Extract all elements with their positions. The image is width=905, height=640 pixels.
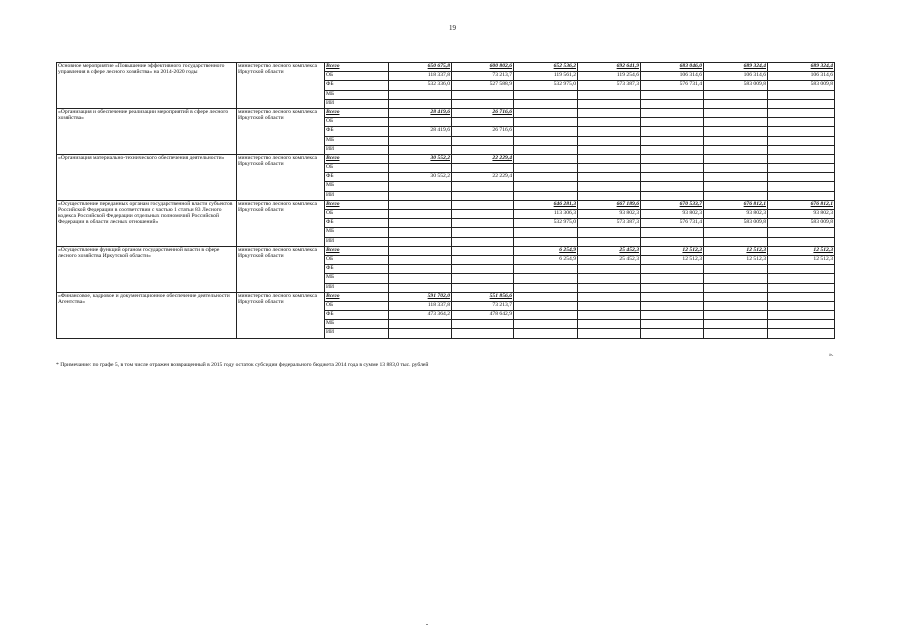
amount-cell: 12 512,3	[768, 246, 835, 255]
amount-cell: 532 975,0	[514, 81, 578, 90]
amount-cell: 689 324,4	[704, 63, 768, 72]
amount-cell	[641, 237, 704, 246]
amount-cell	[514, 274, 578, 283]
amount-cell	[514, 191, 578, 200]
amount-cell	[578, 311, 641, 320]
amount-cell: 12 512,3	[704, 255, 768, 264]
activity-name-cell: «Осуществление переданных органам государственной власти субъектов Российской Федерации в соответствии с частью 1 статьи 83 Лесного кодекса Российской Федерации отдельных полномочий Российской Федерации в области лесных отношений»	[57, 200, 237, 246]
funding-source-cell: ФБ	[325, 219, 389, 228]
amount-cell	[641, 274, 704, 283]
amount-cell: 93 802,3	[641, 210, 704, 219]
table-row	[57, 200, 835, 209]
amount-cell	[578, 127, 641, 136]
amount-cell	[389, 329, 452, 338]
amount-cell	[389, 200, 452, 209]
amount-cell: 583 009,8	[704, 219, 768, 228]
amount-cell	[641, 99, 704, 108]
amount-cell	[704, 136, 768, 145]
funding-source-cell: МБ	[325, 228, 389, 237]
amount-cell: 73 213,7	[452, 301, 514, 310]
amount-cell: 576 731,4	[641, 81, 704, 90]
amount-cell: 478 642,9	[452, 311, 514, 320]
amount-cell	[389, 219, 452, 228]
amount-cell	[452, 274, 514, 283]
amount-cell	[389, 228, 452, 237]
amount-cell	[768, 237, 835, 246]
funding-source-cell: Всего	[325, 154, 389, 163]
amount-cell	[452, 182, 514, 191]
funding-source-cell: ФБ	[325, 81, 389, 90]
edge-mark: ».	[829, 352, 834, 358]
amount-cell	[768, 164, 835, 173]
amount-cell	[514, 118, 578, 127]
amount-cell	[514, 292, 578, 301]
amount-cell: 106 314,6	[704, 72, 768, 81]
amount-cell	[641, 265, 704, 274]
funding-source-cell: ОБ	[325, 164, 389, 173]
amount-cell: 93 802,3	[578, 210, 641, 219]
amount-cell	[578, 90, 641, 99]
amount-cell: 532 975,0	[514, 219, 578, 228]
amount-cell	[704, 127, 768, 136]
amount-cell	[768, 173, 835, 182]
amount-cell	[389, 246, 452, 255]
funding-source-cell: МБ	[325, 274, 389, 283]
amount-cell: 676 812,1	[768, 200, 835, 209]
executor-cell: министерство лесного комплекса Иркутской области	[237, 292, 325, 338]
funding-source-cell: ФБ	[325, 173, 389, 182]
amount-cell	[514, 99, 578, 108]
activity-name-cell: «Финансовое, кадровое и документационное обеспечение деятельности Агентства»	[57, 292, 237, 338]
amount-cell: 12 512,3	[704, 246, 768, 255]
amount-cell: 25 452,3	[578, 246, 641, 255]
funding-source-cell: ФБ	[325, 311, 389, 320]
amount-cell: 30 552,2	[389, 173, 452, 182]
table-row	[57, 246, 835, 255]
amount-cell: 670 533,7	[641, 200, 704, 209]
amount-cell	[768, 228, 835, 237]
amount-cell	[514, 136, 578, 145]
amount-cell	[578, 274, 641, 283]
funding-source-cell: ИИ	[325, 191, 389, 200]
amount-cell	[641, 329, 704, 338]
funding-source-cell: ОБ	[325, 118, 389, 127]
amount-cell	[389, 320, 452, 329]
table-row	[57, 63, 835, 72]
amount-cell	[704, 145, 768, 154]
amount-cell: 692 641,9	[578, 63, 641, 72]
amount-cell	[704, 182, 768, 191]
amount-cell: 93 802,3	[768, 210, 835, 219]
table-row	[57, 108, 835, 117]
amount-cell	[514, 182, 578, 191]
amount-cell: 6 254,9	[514, 246, 578, 255]
amount-cell	[704, 301, 768, 310]
amount-cell	[514, 283, 578, 292]
amount-cell	[704, 90, 768, 99]
amount-cell	[578, 99, 641, 108]
executor-cell: министерство лесного комплекса Иркутской области	[237, 63, 325, 109]
amount-cell: 573 387,3	[578, 219, 641, 228]
amount-cell	[768, 311, 835, 320]
amount-cell: 119 254,6	[578, 72, 641, 81]
amount-cell	[704, 108, 768, 117]
funding-source-cell: МБ	[325, 320, 389, 329]
amount-cell	[641, 108, 704, 117]
scan-speck	[426, 624, 428, 625]
funding-source-cell: ИИ	[325, 145, 389, 154]
amount-cell: 118 337,8	[389, 72, 452, 81]
amount-cell	[389, 255, 452, 264]
amount-cell	[452, 329, 514, 338]
amount-cell	[704, 154, 768, 163]
amount-cell	[452, 246, 514, 255]
funding-source-cell: МБ	[325, 182, 389, 191]
amount-cell	[389, 210, 452, 219]
amount-cell: 583 009,8	[768, 81, 835, 90]
amount-cell: 600 802,6	[452, 63, 514, 72]
amount-cell	[578, 118, 641, 127]
amount-cell	[768, 274, 835, 283]
amount-cell	[389, 145, 452, 154]
amount-cell: 591 702,0	[389, 292, 452, 301]
executor-cell: министерство лесного комплекса Иркутской области	[237, 154, 325, 200]
amount-cell	[389, 99, 452, 108]
budget-table	[56, 62, 835, 339]
amount-cell	[578, 265, 641, 274]
amount-cell	[514, 127, 578, 136]
funding-source-cell: МБ	[325, 90, 389, 99]
amount-cell	[704, 99, 768, 108]
amount-cell	[768, 283, 835, 292]
amount-cell: 28 419,6	[389, 108, 452, 117]
amount-cell: 118 337,8	[389, 301, 452, 310]
amount-cell: 26 716,6	[452, 108, 514, 117]
funding-source-cell: Всего	[325, 108, 389, 117]
amount-cell	[452, 164, 514, 173]
amount-cell	[452, 191, 514, 200]
amount-cell	[704, 237, 768, 246]
page-number: 19	[449, 24, 456, 32]
amount-cell	[768, 191, 835, 200]
amount-cell	[389, 265, 452, 274]
amount-cell	[578, 173, 641, 182]
amount-cell	[514, 329, 578, 338]
amount-cell: 527 588,9	[452, 81, 514, 90]
amount-cell	[704, 283, 768, 292]
executor-cell: министерство лесного комплекса Иркутской области	[237, 108, 325, 154]
amount-cell	[768, 108, 835, 117]
amount-cell: 73 213,7	[452, 72, 514, 81]
amount-cell	[452, 320, 514, 329]
funding-source-cell: ФБ	[325, 265, 389, 274]
budget-table-body	[57, 63, 835, 339]
amount-cell: 28 419,6	[389, 127, 452, 136]
table-row	[57, 154, 835, 163]
amount-cell	[768, 118, 835, 127]
amount-cell: 12 512,3	[641, 255, 704, 264]
amount-cell: 583 009,8	[768, 219, 835, 228]
amount-cell: 22 229,4	[452, 173, 514, 182]
amount-cell	[578, 164, 641, 173]
activity-name-cell: «Организация и обеспечение реализации мероприятий в сфере лесного хозяйства»	[57, 108, 237, 154]
amount-cell	[704, 228, 768, 237]
amount-cell	[641, 118, 704, 127]
amount-cell	[514, 265, 578, 274]
funding-source-cell: Всего	[325, 200, 389, 209]
amount-cell	[704, 173, 768, 182]
amount-cell: 12 512,3	[641, 246, 704, 255]
amount-cell	[704, 311, 768, 320]
amount-cell	[641, 136, 704, 145]
amount-cell	[704, 329, 768, 338]
amount-cell	[704, 118, 768, 127]
amount-cell	[578, 228, 641, 237]
amount-cell	[578, 145, 641, 154]
amount-cell: 473 364,2	[389, 311, 452, 320]
funding-source-cell: Всего	[325, 246, 389, 255]
amount-cell: 106 314,6	[641, 72, 704, 81]
amount-cell: 650 675,8	[389, 63, 452, 72]
amount-cell	[452, 219, 514, 228]
amount-cell	[768, 136, 835, 145]
amount-cell: 106 314,6	[768, 72, 835, 81]
amount-cell	[768, 145, 835, 154]
amount-cell: 652 536,2	[514, 63, 578, 72]
funding-source-cell: ИИ	[325, 237, 389, 246]
amount-cell	[641, 154, 704, 163]
footnote: * Примечание: по графе 5, в том числе отражен возвращенный в 2015 году остаток субсидии федерального бюджета 2014 года в сумме 13 883,0 тыс. рублей	[56, 362, 429, 368]
amount-cell: 676 812,1	[704, 200, 768, 209]
amount-cell	[641, 173, 704, 182]
amount-cell	[389, 274, 452, 283]
amount-cell	[641, 191, 704, 200]
amount-cell	[514, 173, 578, 182]
amount-cell	[641, 283, 704, 292]
amount-cell	[452, 99, 514, 108]
amount-cell	[452, 118, 514, 127]
amount-cell: 583 009,8	[704, 81, 768, 90]
amount-cell	[452, 145, 514, 154]
funding-source-cell: ИИ	[325, 283, 389, 292]
amount-cell	[768, 329, 835, 338]
executor-cell: министерство лесного комплекса Иркутской области	[237, 200, 325, 246]
funding-source-cell: Всего	[325, 292, 389, 301]
amount-cell	[768, 265, 835, 274]
amount-cell	[578, 292, 641, 301]
amount-cell	[704, 265, 768, 274]
amount-cell	[452, 265, 514, 274]
amount-cell: 573 387,3	[578, 81, 641, 90]
amount-cell	[514, 311, 578, 320]
amount-cell	[389, 118, 452, 127]
funding-source-cell: ОБ	[325, 255, 389, 264]
amount-cell: 646 281,3	[514, 200, 578, 209]
amount-cell: 93 802,3	[704, 210, 768, 219]
funding-source-cell: Всего	[325, 63, 389, 72]
amount-cell	[641, 145, 704, 154]
amount-cell: 551 856,6	[452, 292, 514, 301]
executor-cell: министерство лесного комплекса Иркутской области	[237, 246, 325, 292]
amount-cell	[452, 90, 514, 99]
amount-cell	[641, 301, 704, 310]
activity-name-cell: «Осуществление функций органом государственной власти в сфере лесного хозяйства Иркутской области»	[57, 246, 237, 292]
amount-cell	[768, 320, 835, 329]
amount-cell: 113 306,3	[514, 210, 578, 219]
funding-source-cell: ФБ	[325, 127, 389, 136]
amount-cell	[389, 237, 452, 246]
amount-cell	[514, 154, 578, 163]
amount-cell: 22 229,4	[452, 154, 514, 163]
amount-cell	[641, 228, 704, 237]
amount-cell	[514, 301, 578, 310]
amount-cell	[389, 136, 452, 145]
amount-cell: 576 731,4	[641, 219, 704, 228]
amount-cell	[578, 301, 641, 310]
amount-cell	[452, 237, 514, 246]
amount-cell	[578, 329, 641, 338]
amount-cell	[704, 292, 768, 301]
amount-cell	[514, 237, 578, 246]
amount-cell	[641, 127, 704, 136]
amount-cell: 25 452,3	[578, 255, 641, 264]
activity-name-cell: Основное мероприятие «Повышение эффективного государственного управления в сфере лесного хозяйства» на 2014-2020 годы	[57, 63, 237, 109]
amount-cell	[641, 311, 704, 320]
amount-cell	[768, 154, 835, 163]
amount-cell	[704, 320, 768, 329]
amount-cell	[514, 320, 578, 329]
amount-cell	[578, 154, 641, 163]
amount-cell	[768, 182, 835, 191]
funding-source-cell: ОБ	[325, 301, 389, 310]
amount-cell: 683 046,0	[641, 63, 704, 72]
amount-cell	[768, 301, 835, 310]
amount-cell	[578, 136, 641, 145]
amount-cell	[514, 145, 578, 154]
amount-cell	[452, 200, 514, 209]
funding-source-cell: ОБ	[325, 210, 389, 219]
amount-cell	[452, 228, 514, 237]
amount-cell	[641, 164, 704, 173]
amount-cell	[514, 228, 578, 237]
amount-cell: 12 512,3	[768, 255, 835, 264]
amount-cell	[578, 191, 641, 200]
amount-cell	[452, 255, 514, 264]
amount-cell	[514, 164, 578, 173]
amount-cell	[389, 283, 452, 292]
amount-cell: 532 336,0	[389, 81, 452, 90]
amount-cell	[768, 99, 835, 108]
amount-cell	[768, 292, 835, 301]
amount-cell	[578, 283, 641, 292]
amount-cell	[578, 320, 641, 329]
amount-cell	[578, 182, 641, 191]
amount-cell	[514, 108, 578, 117]
amount-cell	[389, 182, 452, 191]
amount-cell: 26 716,6	[452, 127, 514, 136]
table-row	[57, 292, 835, 301]
amount-cell	[704, 274, 768, 283]
amount-cell	[768, 127, 835, 136]
amount-cell	[768, 90, 835, 99]
amount-cell	[389, 164, 452, 173]
amount-cell	[452, 283, 514, 292]
amount-cell	[641, 292, 704, 301]
amount-cell	[641, 320, 704, 329]
funding-source-cell: ИИ	[325, 99, 389, 108]
amount-cell	[704, 191, 768, 200]
amount-cell	[452, 136, 514, 145]
amount-cell	[514, 90, 578, 99]
amount-cell	[641, 182, 704, 191]
amount-cell: 667 189,6	[578, 200, 641, 209]
amount-cell	[578, 108, 641, 117]
amount-cell: 119 561,2	[514, 72, 578, 81]
funding-source-cell: ИИ	[325, 329, 389, 338]
amount-cell: 30 552,2	[389, 154, 452, 163]
amount-cell	[641, 90, 704, 99]
amount-cell	[452, 210, 514, 219]
activity-name-cell: «Организация материально-технического обеспечения деятельности»	[57, 154, 237, 200]
amount-cell	[578, 237, 641, 246]
funding-source-cell: ОБ	[325, 72, 389, 81]
amount-cell: 689 324,4	[768, 63, 835, 72]
amount-cell	[389, 191, 452, 200]
funding-source-cell: МБ	[325, 136, 389, 145]
amount-cell	[704, 164, 768, 173]
amount-cell: 6 254,9	[514, 255, 578, 264]
amount-cell	[389, 90, 452, 99]
